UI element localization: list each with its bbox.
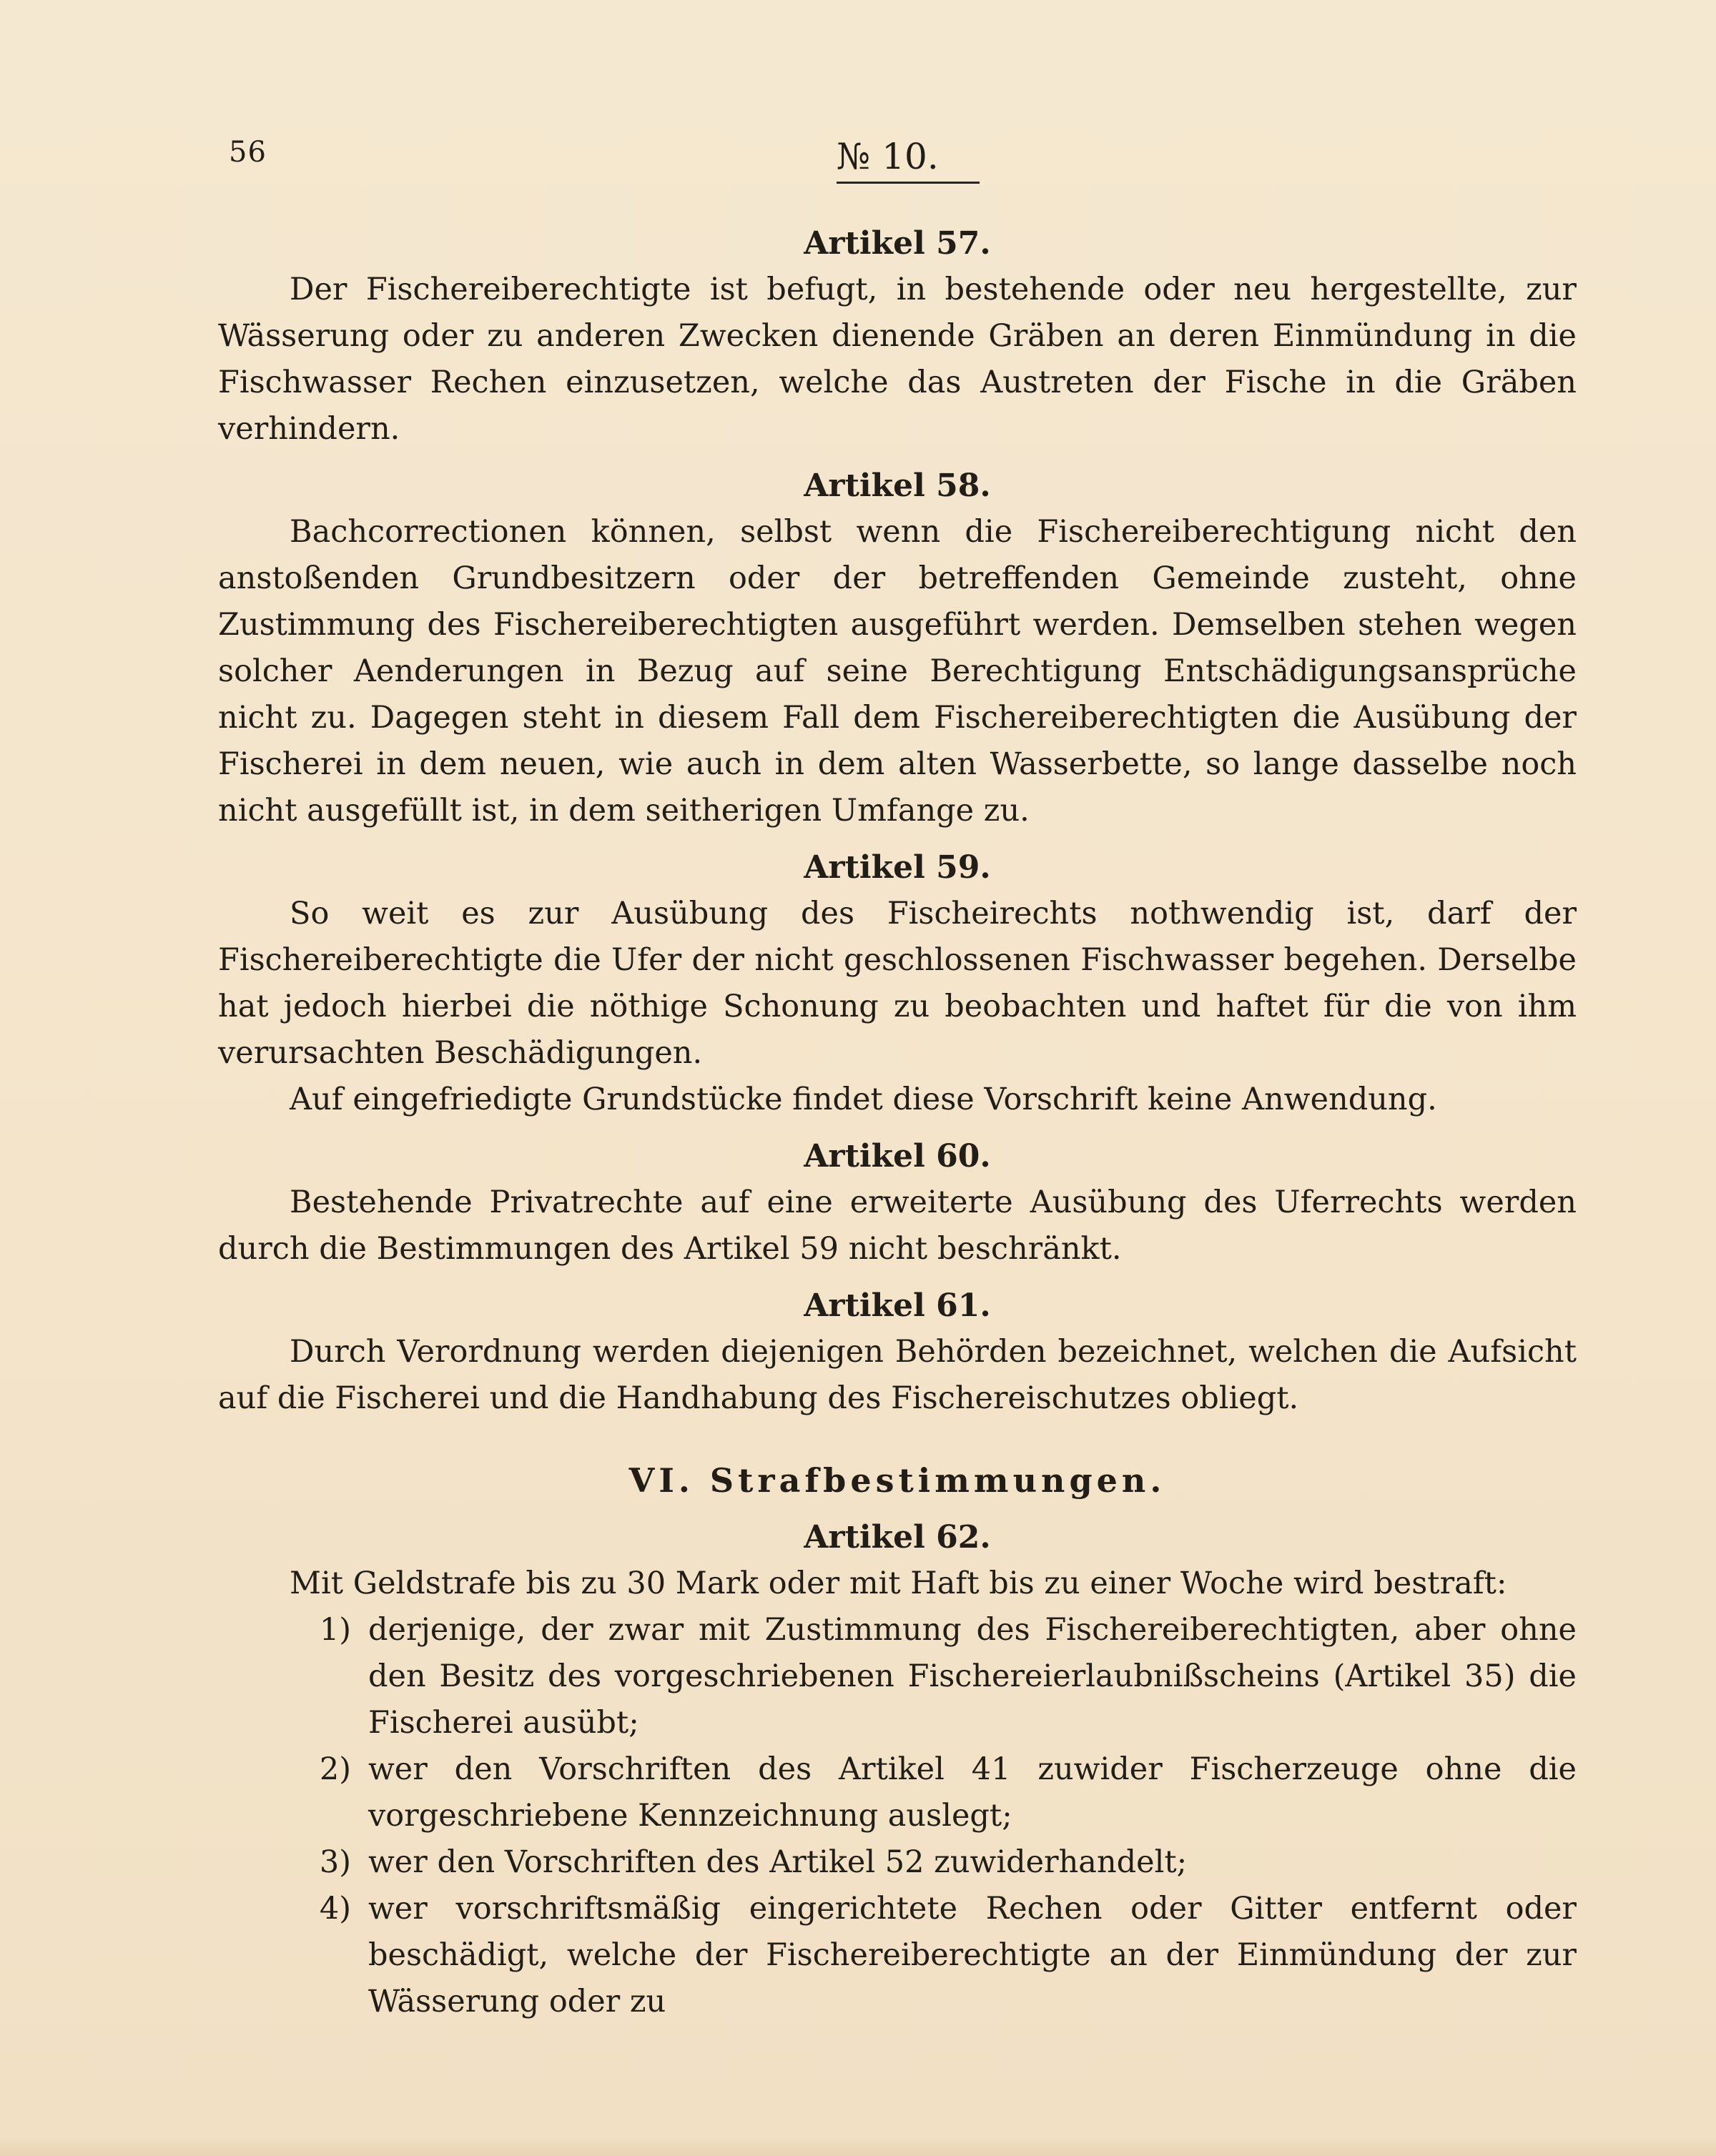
article-60 xyxy=(218,1133,1577,1272)
list-item-number: 2) xyxy=(319,1751,351,1787)
article-title: Artikel 57. xyxy=(804,225,991,262)
document-body xyxy=(218,220,1577,2025)
article-title: Artikel 60. xyxy=(804,1138,991,1175)
article-paragraph: Der Fischereiberechtigte ist befugt, in bestehende oder neu hergestellte, zur Wässerung oder zu anderen Zwecken dienende Gräben an deren Einmündung in die Fischwasser Rechen einzusetzen, welche das Austreten der Fische in die Gräben verhindern. xyxy=(218,272,1577,447)
list-item xyxy=(218,1607,1577,1746)
article-title: Artikel 58. xyxy=(804,468,991,504)
list-item xyxy=(218,1886,1577,2025)
article-paragraph: Auf eingefriedigte Grundstücke findet diese Vorschrift keine Anwendung. xyxy=(290,1082,1437,1117)
section-title: VI. Strafbestimmungen. xyxy=(628,1461,1166,1500)
article-title: Artikel 61. xyxy=(804,1287,991,1324)
list-item-number: 4) xyxy=(319,1891,351,1927)
article-62 xyxy=(218,1514,1577,2025)
penalty-list xyxy=(218,1607,1577,2025)
issue-number: № 10. xyxy=(837,136,980,184)
page-edge xyxy=(0,2137,1716,2156)
page-number: 56 xyxy=(229,136,267,169)
article-paragraph: Bachcorrectionen können, selbst wenn die Fischereiberechtigung nicht den anstoßenden Grundbesitzern oder der betreffenden Gemeinde zusteht, ohne Zustimmung des Fischereiberechtigten ausgeführt werden. Demselben stehen wegen solcher Aenderungen in Bezug auf seine Berechtigung Entschädigungsansprüche nicht zu. Dagegen steht in diesem Fall dem Fischereiberechtigten die Ausübung der Fischerei in dem neuen, wie auch in dem alten Wasserbette, so lange dasselbe noch nicht ausgefüllt ist, in dem seitherigen Umfange zu. xyxy=(218,514,1577,829)
article-paragraph: So weit es zur Ausübung des Fischeirechts nothwendig ist, darf der Fischereiberechtigte die Ufer der nicht geschlossenen Fischwasser begehen. Derselbe hat jedoch hierbei die nöthige Schonung zu beobachten und haftet für die von ihm verursachten Beschädigungen. xyxy=(218,896,1577,1071)
article-title: Artikel 59. xyxy=(804,849,991,886)
list-item-number: 3) xyxy=(319,1844,351,1880)
list-item-text: derjenige, der zwar mit Zustimmung des Fischereiberechtigten, aber ohne den Besitz des vorgeschriebenen Fischereierlaubnißscheins (Artikel 35) die Fischerei ausübt; xyxy=(368,1612,1577,1741)
list-item-text: wer den Vorschriften des Artikel 41 zuwider Fischerzeuge ohne die vorgeschriebene Kennzeichnung auslegt; xyxy=(368,1751,1577,1834)
article-59 xyxy=(218,844,1577,1123)
article-paragraph: Bestehende Privatrechte auf eine erweiterte Ausübung des Uferrechts werden durch die Bestimmungen des Artikel 59 nicht beschränkt. xyxy=(218,1185,1577,1267)
article-61 xyxy=(218,1282,1577,1422)
list-item-text: wer den Vorschriften des Artikel 52 zuwiderhandelt; xyxy=(368,1844,1188,1880)
article-title: Artikel 62. xyxy=(804,1519,991,1556)
article-57 xyxy=(218,220,1577,453)
article-58 xyxy=(218,463,1577,834)
article-intro: Mit Geldstrafe bis zu 30 Mark oder mit Haft bis zu einer Woche wird bestraft: xyxy=(290,1566,1507,1601)
list-item xyxy=(218,1839,1577,1886)
list-item-number: 1) xyxy=(319,1612,351,1648)
article-paragraph: Durch Verordnung werden diejenigen Behörden bezeichnet, welchen die Aufsicht auf die Fischerei und die Handhabung des Fischereischutzes obliegt. xyxy=(218,1334,1577,1416)
list-item-text: wer vorschriftsmäßig eingerichtete Rechen oder Gitter entfernt oder beschädigt, welche der Fischereiberechtigte an der Einmündung der zur Wässerung oder zu xyxy=(368,1891,1577,2019)
list-item xyxy=(218,1746,1577,1839)
